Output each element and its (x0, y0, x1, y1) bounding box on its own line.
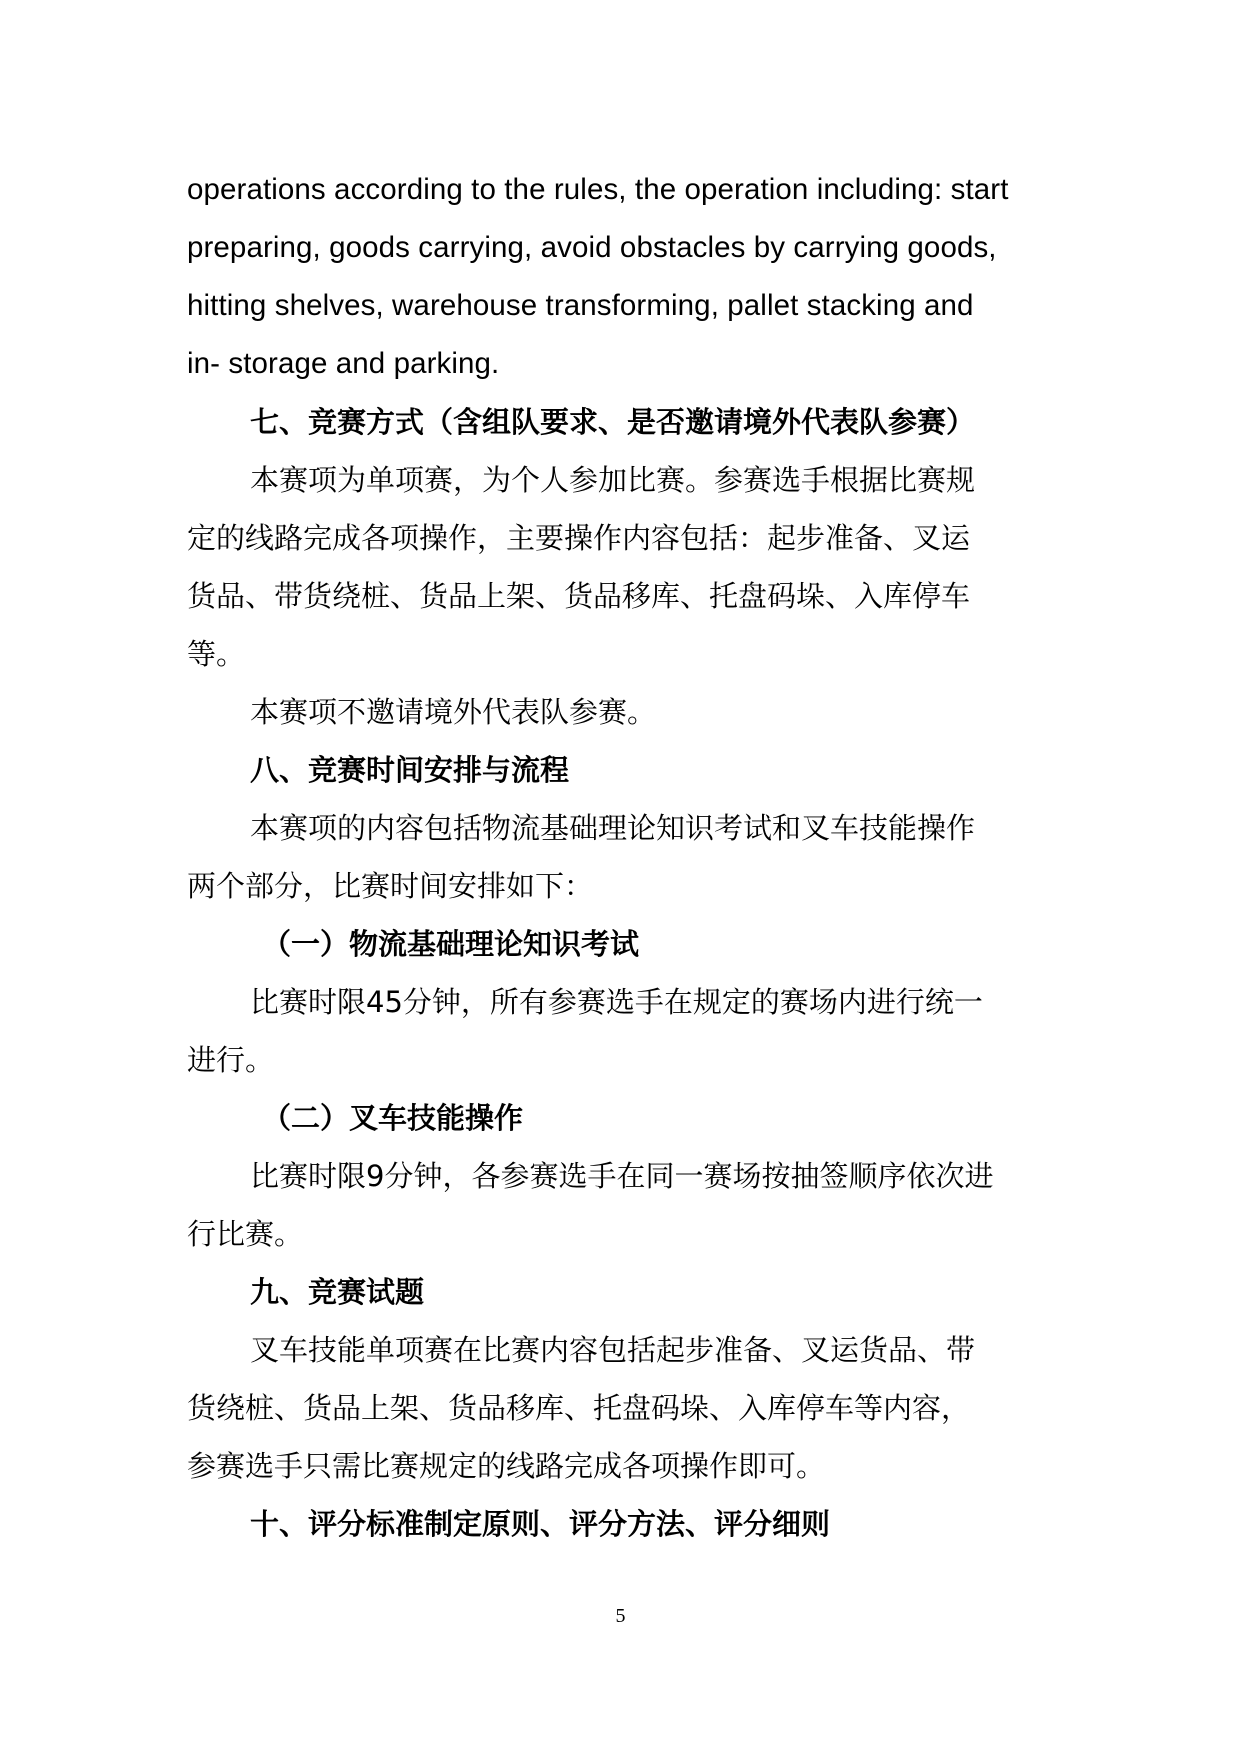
section-9-paragraph-line-1: 叉车技能单项赛在比赛内容包括起步准备、叉运货品、带 (250, 1333, 976, 1367)
section-8-intro-line-2: 两个部分，比赛时间安排如下： (187, 869, 594, 903)
section-8-sub-1-heading: （一）物流基础理论知识考试 (262, 927, 640, 961)
section-8-intro-line-1: 本赛项的内容包括物流基础理论知识考试和叉车技能操作 (250, 811, 976, 845)
section-8-sub-2-text-line-2: 行比赛。 (187, 1217, 304, 1251)
section-7-paragraph-line-3: 货品、带货绕桩、货品上架、货品移库、托盘码垛、入库停车 (187, 579, 971, 613)
section-7-heading: 七、竞赛方式（含组队要求、是否邀请境外代表队参赛） (250, 405, 976, 439)
section-9-paragraph-line-2: 货绕桩、货品上架、货品移库、托盘码垛、入库停车等内容， (187, 1391, 971, 1425)
section-8-sub-2-text-line-1: 比赛时限9分钟，各参赛选手在同一赛场按抽签顺序依次进 (250, 1159, 994, 1193)
english-paragraph-line-4: in- storage and parking. (187, 347, 500, 380)
section-8-sub-2-heading: （二）叉车技能操作 (262, 1101, 524, 1135)
page-number: 5 (615, 1605, 626, 1627)
section-8-sub-1-text-line-1: 比赛时限45分钟，所有参赛选手在规定的赛场内进行统一 (250, 985, 983, 1019)
section-7-paragraph-line-4: 等。 (187, 637, 246, 671)
section-8-heading: 八、竞赛时间安排与流程 (250, 753, 570, 787)
section-7-paragraph-line-2: 定的线路完成各项操作，主要操作内容包括：起步准备、叉运 (187, 521, 971, 555)
section-10-heading: 十、评分标准制定原则、评分方法、评分细则 (250, 1507, 831, 1541)
section-9-heading: 九、竞赛试题 (250, 1275, 425, 1309)
section-7-paragraph-2: 本赛项不邀请境外代表队参赛。 (250, 695, 657, 729)
section-8-sub-1-text-line-2: 进行。 (187, 1043, 275, 1077)
section-9-paragraph-line-3: 参赛选手只需比赛规定的线路完成各项操作即可。 (187, 1449, 826, 1483)
english-paragraph-line-3: hitting shelves, warehouse transforming, pallet stacking and (187, 289, 974, 322)
english-paragraph-line-2: preparing, goods carrying, avoid obstacles by carrying goods, (187, 231, 997, 264)
section-7-paragraph-line-1: 本赛项为单项赛，为个人参加比赛。参赛选手根据比赛规 (250, 463, 976, 497)
english-paragraph-line-1: operations according to the rules, the operation including: start (187, 173, 1009, 206)
